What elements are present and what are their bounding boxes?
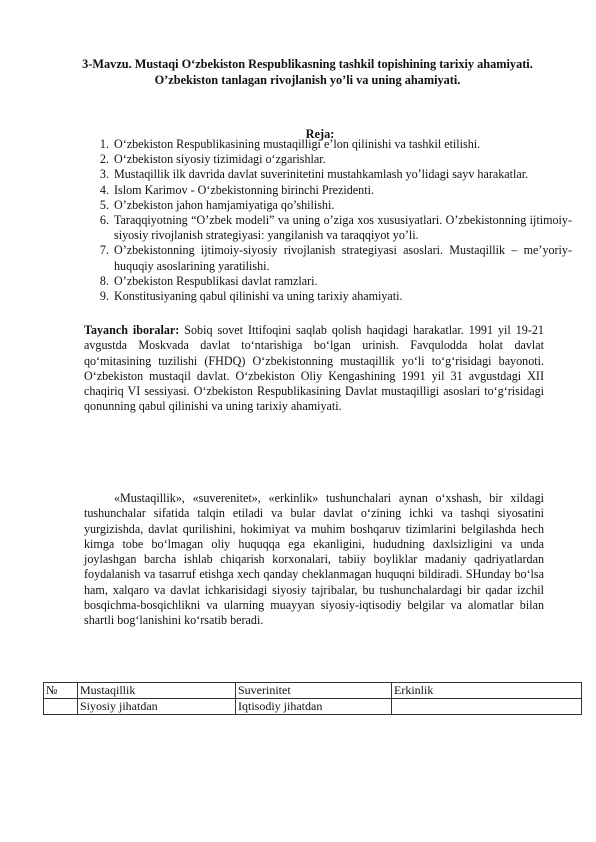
plan-item: 9. Konstitusiyaning qabul qilinishi va uning tarixiy ahamiyati. xyxy=(112,289,572,304)
plan-item: 8. O’zbekiston Respublikasi davlat ramzlari. xyxy=(112,274,572,289)
concept-table xyxy=(43,682,582,715)
table-cell: Suverinitet xyxy=(236,683,392,699)
plan-item: 6. Taraqqiyotning “O’zbek modeli” va uning o’ziga xos xususiyatlari. O’zbekistonning ijtimoiy-siyosiy rivojlanish strategiyasi: yangilanish va taraqqiyot yo’li. xyxy=(112,213,572,243)
document-title: 3-Mavzu. Mustaqi O‘zbekiston Respublikasning tashkil topishining tarixiy ahamiyati. O’zbekiston tanlagan rivojlanish yo’li va uning ahamiyati. xyxy=(82,57,533,87)
plan-item: 1. O‘zbekiston Respublikasining mustaqilligi e’lon qilinishi va tashkil etilishi. xyxy=(112,137,572,152)
table-row xyxy=(44,699,582,715)
table-cell: Erkinlik xyxy=(392,683,582,699)
plan-item: 5. O’zbekiston jahon hamjamiyatiga qo’shilishi. xyxy=(112,198,572,213)
plan-item: 2. O‘zbekiston siyosiy tizimidagi o‘zgarishlar. xyxy=(112,152,572,167)
body-paragraph: «Mustaqillik», «suverenitet», «erkinlik» tushunchalari aynan o‘xshash, bir xildagi tushunchalar sifatida talqin etiladi va bular davlat o‘zining ichki va tashqi siyosatini yurgizishda, davlat qurilishini, hokimiyat va muhim boshqaruv tizimlarini belgilashda hech kimga tobe bo‘lmagan oliy huquqqa ega ekanligini, hududning daxlsizligini va unda joylashgan barcha ishlab chiqarish korxonalari, tabiiy boyliklar madaniy qadriyatlardan foydalanish va tasarruf etishga xech qanday cheklanmagan huquqni bildiradi. SHunday bo‘lsa ham, xalqaro va davlat ichkarisidagi siyosiy tajribalar, bu tushunchalardagi bir qadar izchil bosqichma-bosqichlikni va ularning muayyan siyosiy-iqtisodiy belgilar va alomatlar bilan shartli bog‘lanishini ko‘rsatib beradi. xyxy=(84,491,544,628)
keywords-text: Sobiq sovet Ittifoqini saqlab qolish haqidagi harakatlar. 1991 yil 19-21 avgustda Moskvada davlat to‘ntarishiga bo‘lgan urinish. Favqulodda holat davlat qo‘mitasining tuzilishi (FHDQ) O‘zbekistonning mustaqillik yo‘li to‘g‘risidagi bayonoti. O‘zbekiston mustaqil davlat. O‘zbekiston Oliy Kengashining 1991 yil 31 avgustdagi XII chaqiriq VI sessiyasi. O‘zbekiston Respublikasining Davlat mustaqilligi asoslari to‘g‘risidagi qonunning qabul qilinishi va uning tarixiy ahamiyati. xyxy=(84,323,544,414)
plan-heading: Reja: xyxy=(305,127,335,141)
table-cell: Mustaqillik xyxy=(78,683,236,699)
keywords-label: Tayanch iboralar: xyxy=(84,323,180,337)
table-cell: Siyosiy jihatdan xyxy=(78,699,236,715)
keywords-paragraph xyxy=(84,323,544,415)
plan-item: 7. O’zbekistonning ijtimoiy-siyosiy rivojlanish strategiyasi asoslari. Mustaqillik – me’yoriy-huquqiy asoslarining yaratilishi. xyxy=(112,243,572,273)
plan-item: 4. Islom Karimov - O‘zbekistonning birinchi Prezidenti. xyxy=(112,183,572,198)
table-header-row xyxy=(44,683,582,699)
plan-item: 3. Mustaqillik ilk davrida davlat suverinitetini mustahkamlash yo’lidagi sayv harakatlar. xyxy=(112,167,572,182)
table-cell xyxy=(44,699,78,715)
table-cell: № xyxy=(44,683,78,699)
table-cell xyxy=(392,699,582,715)
table-cell: Iqtisodiy jihatdan xyxy=(236,699,392,715)
plan-list xyxy=(84,137,572,304)
